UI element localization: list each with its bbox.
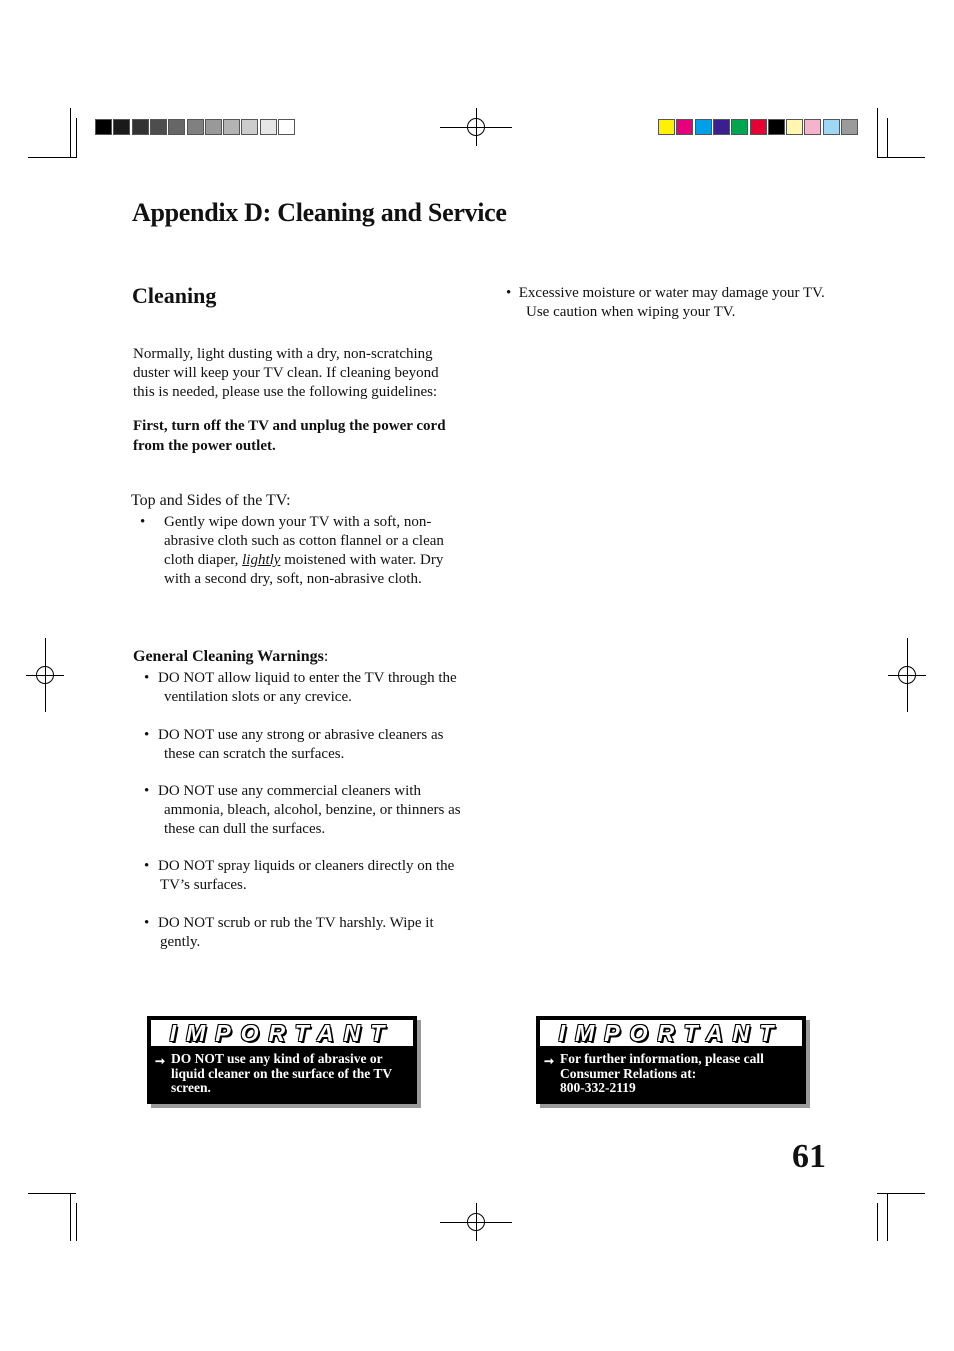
arrow-icon: ➞ [544, 1054, 555, 1068]
color-swatch [113, 119, 130, 135]
color-swatch [278, 119, 295, 135]
color-swatch [658, 119, 675, 135]
warning-line: DO NOT use any strong or abrasive cleaners as [158, 727, 444, 743]
warning-line: DO NOT spray liquids or cleaners directly on the [158, 858, 455, 874]
section-heading: Cleaning [132, 283, 217, 308]
color-swatch [150, 119, 167, 135]
color-swatch [241, 119, 258, 135]
registration-mark-left [26, 656, 64, 694]
warnings-heading: General Cleaning Warnings: [133, 648, 329, 665]
color-swatch [223, 119, 240, 135]
arrow-icon: ➞ [155, 1054, 166, 1068]
color-swatch [786, 119, 803, 135]
color-swatch [841, 119, 858, 135]
page-number: 61 [792, 1138, 826, 1175]
page-title: Appendix D: Cleaning and Service [132, 198, 507, 227]
registration-mark-bottom [457, 1203, 495, 1241]
warning-line: DO NOT use any commercial cleaners with [158, 783, 421, 799]
warning-line: DO NOT scrub or rub the TV harshly. Wipe it [158, 915, 434, 931]
color-swatch [205, 119, 222, 135]
color-swatch [187, 119, 204, 135]
important-banner: IMPORTANT [540, 1020, 802, 1048]
color-swatch [95, 119, 112, 135]
warning-line: gently. [160, 934, 201, 950]
first-step-paragraph: First, turn off the TV and unplug the power cord from the power outlet. [133, 418, 446, 454]
registration-mark-top [457, 108, 495, 146]
color-swatch [804, 119, 821, 135]
warning-line: ammonia, bleach, alcohol, benzine, or thinners as [164, 802, 461, 818]
color-swatch [750, 119, 767, 135]
warning-line: TV’s surfaces. [160, 877, 247, 893]
important-text: DO NOT use any kind of abrasive or liquid cleaner on the surface of the TV screen. [171, 1051, 393, 1095]
color-swatch [768, 119, 785, 135]
warning-item: DO NOT scrub or rub the TV harshly. Wipe it gently. • [144, 915, 434, 950]
top-sides-bullet: • Gently wipe down your TV with a soft, non- abrasive cloth such as cotton flannel or a clean cloth diaper, lightly moistened with water. Dry with a second dry, soft, non-abrasive cloth. [140, 514, 444, 587]
warning-item: DO NOT use any strong or abrasive cleaners as these can scratch the surfaces. • [144, 727, 444, 762]
important-banner: IMPORTANT [151, 1020, 413, 1048]
color-swatch [731, 119, 748, 135]
color-swatch [695, 119, 712, 135]
color-swatch [676, 119, 693, 135]
intro-paragraph: Normally, light dusting with a dry, non-scratching duster will keep your TV clean. If cleaning beyond this is needed, please use the following guidelines: [133, 346, 439, 400]
color-swatch [168, 119, 185, 135]
important-box-1 [147, 1016, 417, 1104]
warning-line: ventilation slots or any crevice. [164, 689, 352, 705]
color-swatch [713, 119, 730, 135]
important-box-2 [536, 1016, 806, 1104]
top-sides-heading: Top and Sides of the TV: [131, 492, 291, 509]
important-text: For further information, please call Consumer Relations at: 800-332-2119 [560, 1051, 764, 1095]
warning-item: DO NOT spray liquids or cleaners directly on the TV’s surfaces. • [144, 858, 455, 893]
color-swatch [132, 119, 149, 135]
warning-line: these can dull the surfaces. [164, 821, 326, 837]
warning-line: these can scratch the surfaces. [164, 746, 345, 762]
warning-item: DO NOT allow liquid to enter the TV through the ventilation slots or any crevice. • [144, 670, 457, 705]
warning-line: DO NOT allow liquid to enter the TV through the [158, 670, 457, 686]
color-swatch [823, 119, 840, 135]
right-bullet: • Excessive moisture or water may damage your TV. Use caution when wiping your TV. [506, 285, 825, 320]
warning-item: DO NOT use any commercial cleaners with ammonia, bleach, alcohol, benzine, or thinners as these can dull the surfaces. • [144, 783, 461, 837]
color-swatch [260, 119, 277, 135]
registration-mark-right [888, 656, 926, 694]
